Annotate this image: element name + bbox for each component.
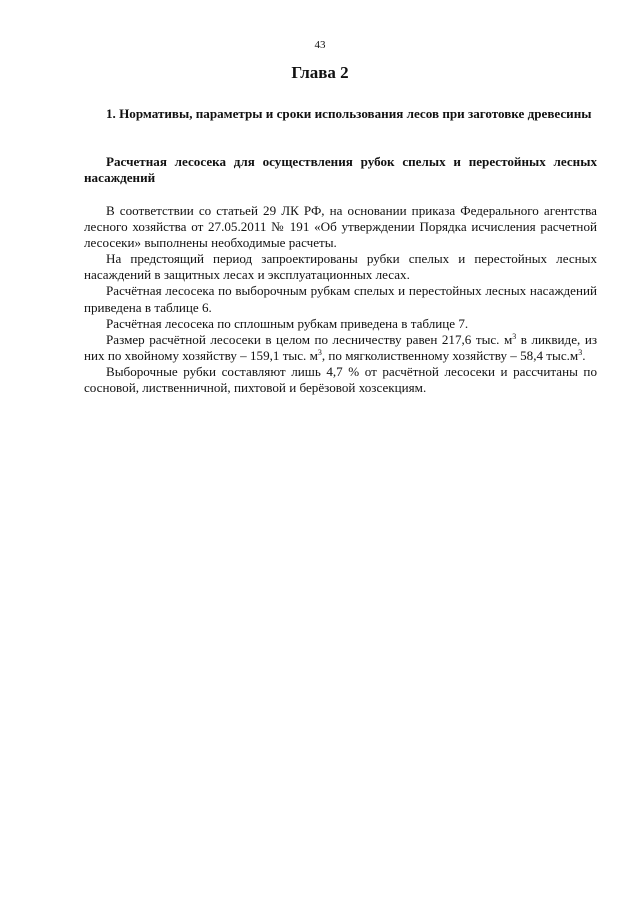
superscript-3: 3 [512,331,517,341]
superscript-3: 3 [578,347,583,357]
volume-text-3: , по мягколиственному хозяйству – 58,4 тыс.м [321,347,579,363]
paragraph-planned-cutting: На предстоящий период запроектированы рубки спелых и перестойных лесных насаждений в защитных лесах и эксплуатационных лесах. [84,251,597,283]
page-number: 43 [314,39,326,51]
paragraph-selective-cutting-share: Выборочные рубки составляют лишь 4,7 % от расчётной лесосеки и рассчитаны по сосновой, лиственничной, пихтовой и берёзовой хозсекциям. [84,363,597,396]
section-heading: 1. Нормативы, параметры и сроки использования лесов при заготовке древесины [106,106,592,121]
superscript-3: 3 [317,347,322,357]
paragraph-table-7: Расчётная лесосека по сплошным рубкам приведена в таблице 7. [106,315,469,331]
volume-text-4: . [582,347,586,363]
subsection-heading: Расчетная лесосека для осуществления рубок спелых и перестойных лесных насаждений [84,154,597,186]
paragraph-cutting-volume [84,332,597,364]
body-text [84,203,597,396]
volume-text-2: в ликвиде, из них по хвойному хозяйству – 159,1 тыс. м [84,331,597,363]
paragraph-table-6: Расчётная лесосека по выборочным рубкам спелых и перестойных лесных насаждений приведена в таблице 6. [84,283,597,315]
volume-text-1: Размер расчётной лесосеки в целом по лесничеству равен 217,6 тыс. м [106,331,513,347]
paragraph-legal-basis: В соответствии со статьей 29 ЛК РФ, на основании приказа Федерального агентства лесного хозяйства от 27.05.2011 № 191 «Об утверждении Порядка исчисления расчетной лесосеки» выполнены необходимые расчеты. [84,203,597,251]
chapter-title: Глава 2 [291,63,349,82]
